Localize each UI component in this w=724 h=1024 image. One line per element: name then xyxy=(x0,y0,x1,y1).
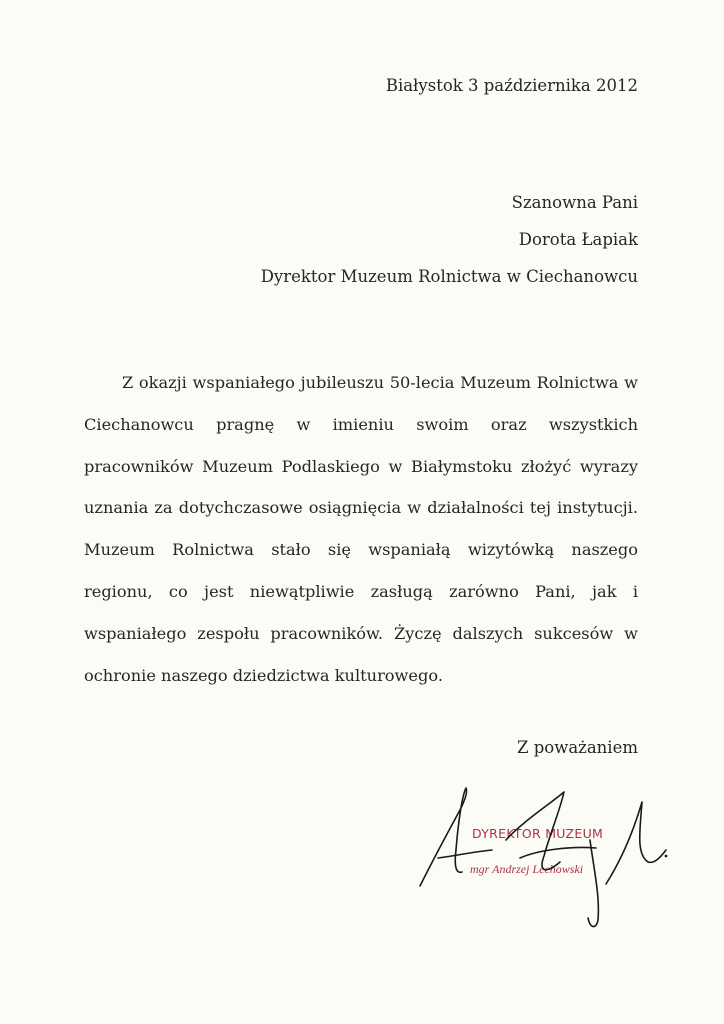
signature-stamp-area xyxy=(410,780,680,940)
addressee-block xyxy=(261,184,638,295)
handwritten-signature xyxy=(410,780,680,940)
stamp-title: DYREKTOR MUZEUM xyxy=(472,826,604,841)
salutation: Szanowna Pani xyxy=(511,193,638,212)
stamp-name: mgr Andrzej Lechowski xyxy=(470,862,584,876)
closing-phrase: Z poważaniem xyxy=(516,738,638,757)
letter-body: Z okazji wspaniałego jubileuszu 50-lecia Muzeum Rolnictwa w Ciechanowcu pragnę w imieniu swoim oraz wszystkich pracowników Muzeum Podlaskiego w Białymstoku złożyć wyrazy uznania za dotychczasowe osiągnięcia w działalności tej instytucji. Muzeum Rolnictwa stało się wspaniałą wizytówką naszego regionu, co jest niewątpliwie zasługą zarówno Pani, jak i wspaniałego zespołu pracowników. Życzę dalszych sukcesów w ochronie naszego dziedzictwa kulturowego. xyxy=(84,373,638,685)
addressee-name: Dorota Łapiak xyxy=(518,230,638,249)
addressee-title: Dyrektor Muzeum Rolnictwa w Ciechanowcu xyxy=(260,267,638,286)
place-date: Białystok 3 października 2012 xyxy=(385,76,638,95)
